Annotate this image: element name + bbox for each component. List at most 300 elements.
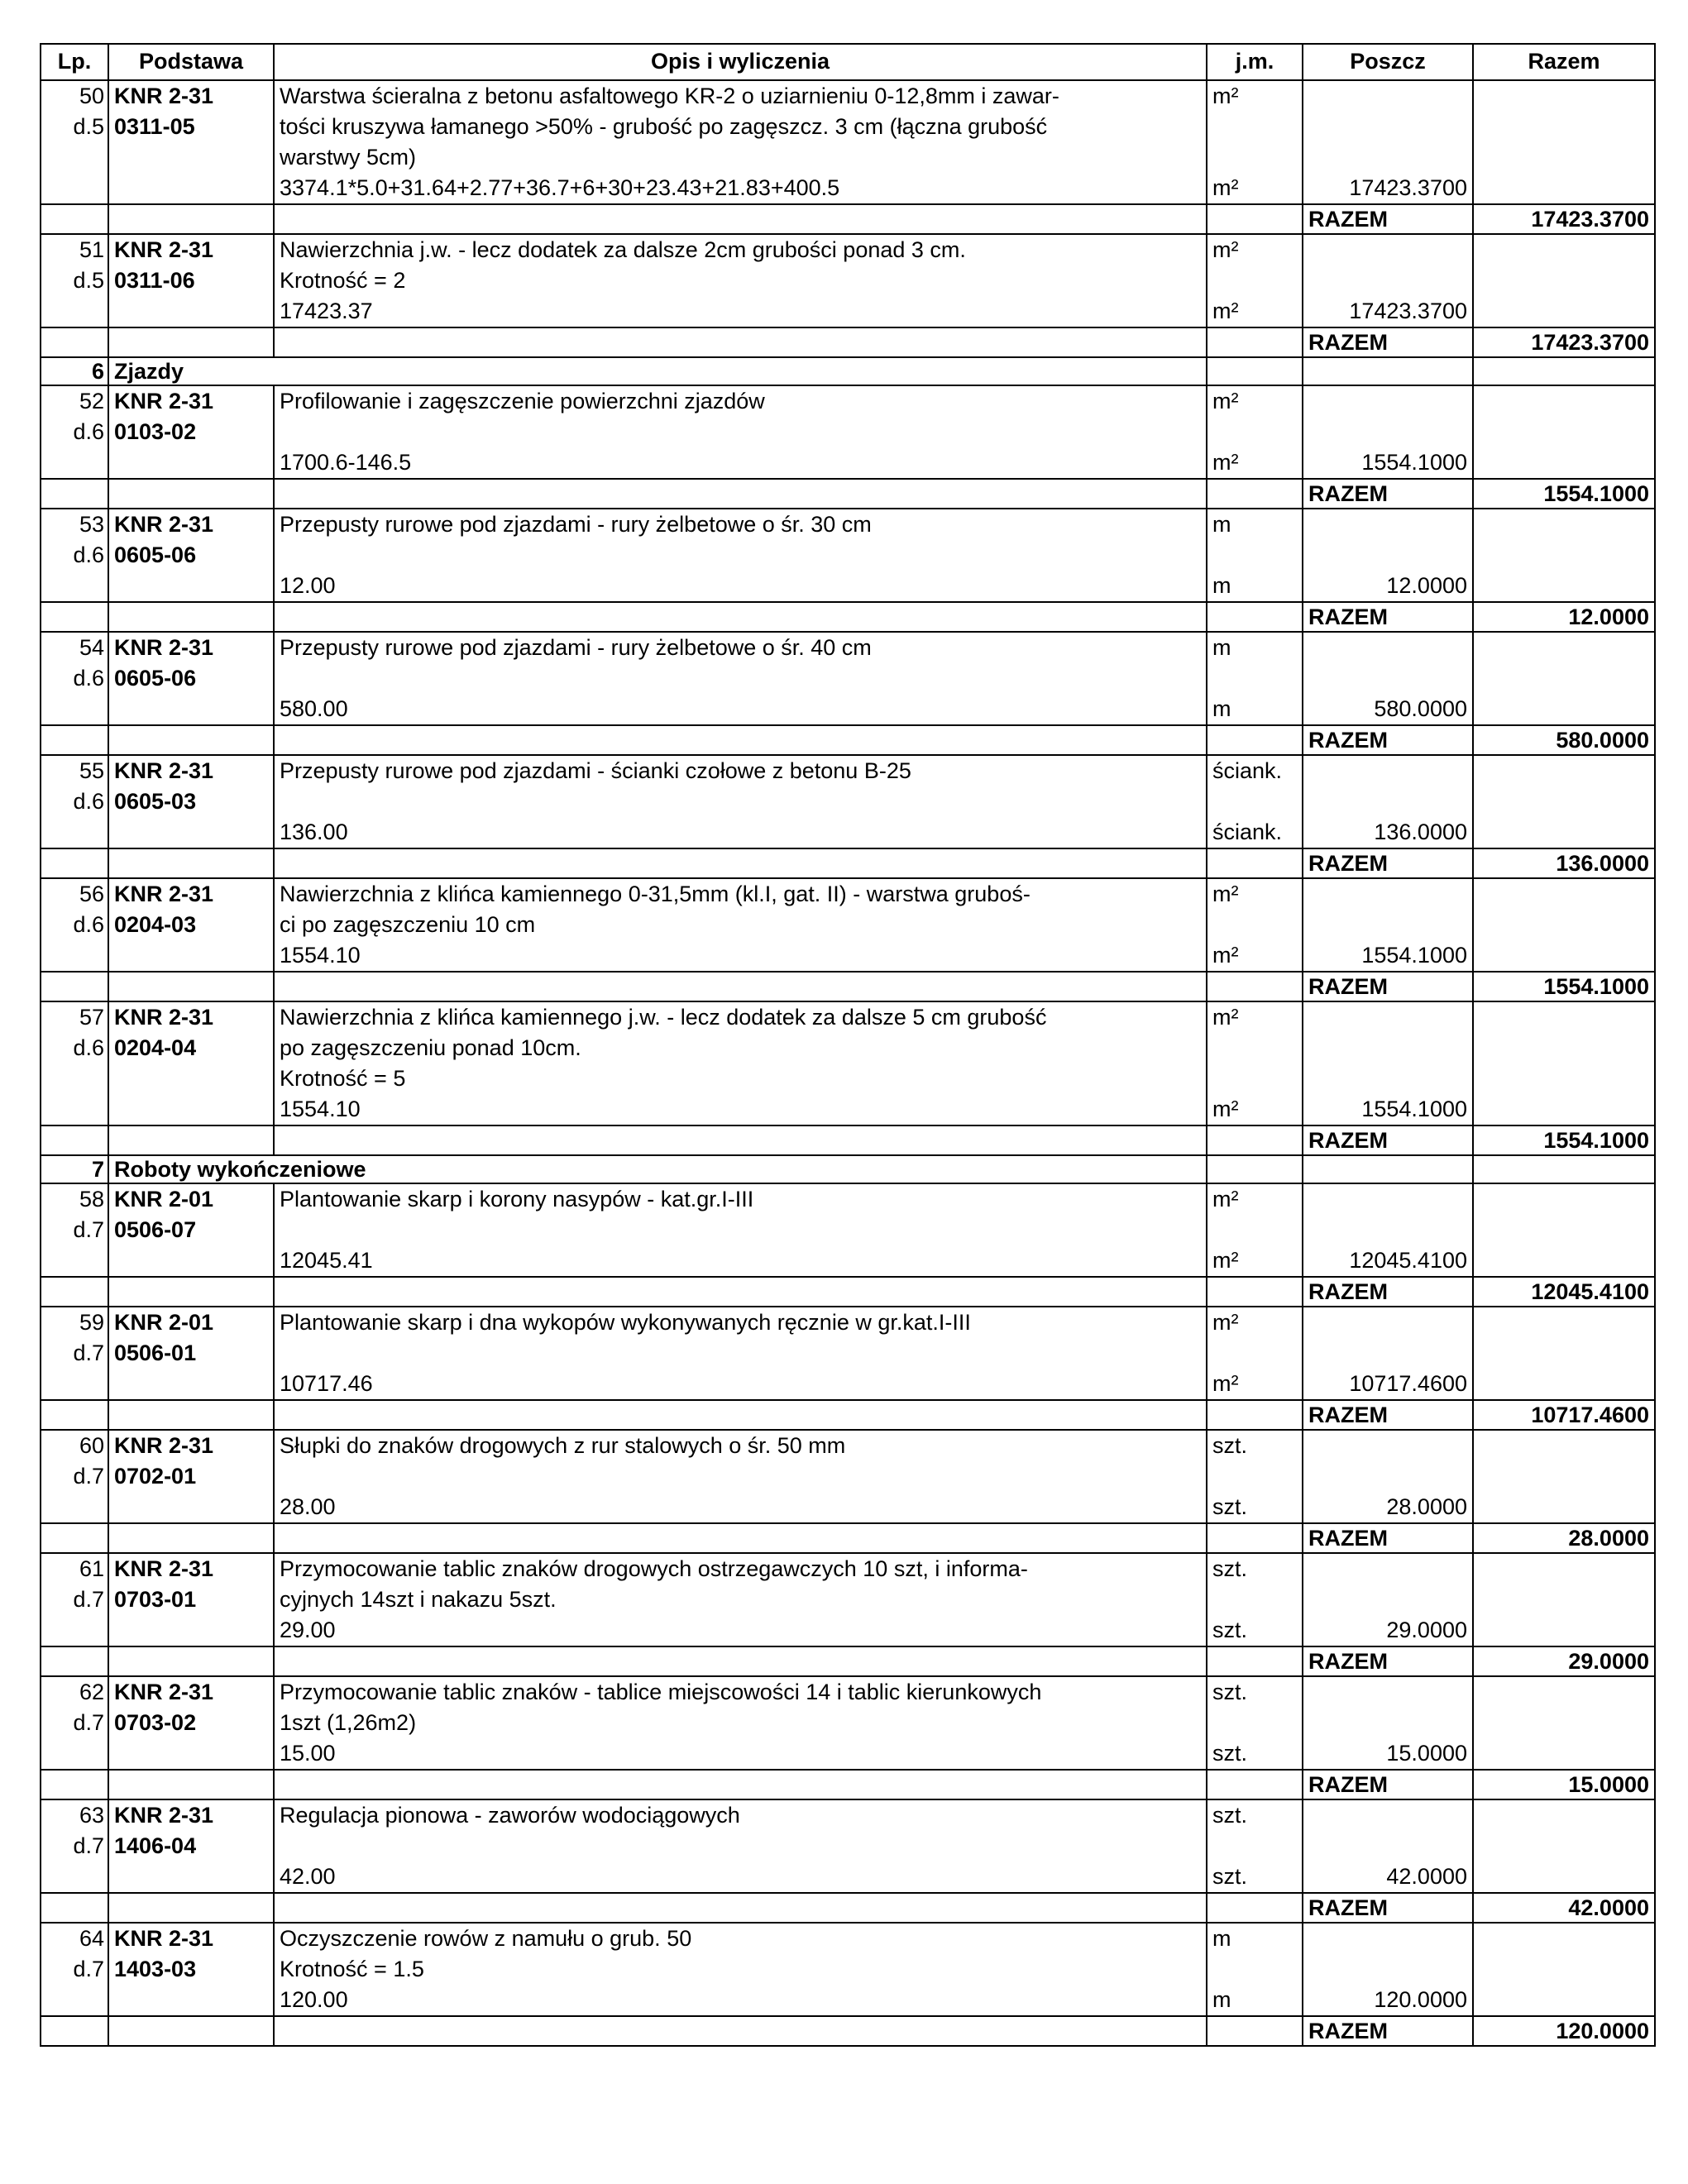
knr-code: 0605-03 [114,789,197,814]
knr-code: 0702-01 [114,1464,197,1489]
razem-label: RAZEM [1303,1523,1473,1553]
empty-cell [41,602,108,632]
razem-label: RAZEM [1303,1893,1473,1923]
empty-cell [1207,1646,1303,1676]
total-row [41,725,1655,755]
table-row [41,80,1655,204]
section-title: Zjazdy [108,357,1207,385]
item-unit-cell [1207,1001,1303,1125]
knr-code: 0506-01 [114,1341,197,1365]
unit: m [1212,696,1231,721]
spacer [1308,879,1467,910]
item-description-cell [274,1183,1207,1277]
item-total-cell [1473,1307,1655,1400]
subtotal-value: 29.0000 [1386,1618,1467,1642]
unit: ściank. [1212,820,1283,844]
knr-catalog: KNR 2-31 [114,635,214,660]
item-unit-cell [1207,632,1303,725]
item-description-cell [274,1799,1207,1893]
item-subtotal-cell [1303,234,1473,327]
knr-catalog: KNR 2-31 [114,512,214,537]
item-description-cell [274,1430,1207,1523]
header-poszcz: Poszcz [1303,44,1473,80]
unit: m² [1212,1248,1239,1273]
spacer [1308,1431,1467,1461]
item-subtotal-cell [1303,1430,1473,1523]
knr-catalog: KNR 2-31 [114,1005,214,1030]
spacer [1212,786,1297,817]
description-line: Oczyszczenie rowów z namułu o grub. 50 [280,1926,692,1951]
empty-cell [1207,848,1303,878]
razem-value: 120.0000 [1473,2016,1655,2046]
item-subtotal-cell [1303,1307,1473,1400]
spacer [1308,81,1467,112]
unit: szt. [1212,1618,1248,1642]
empty-cell [274,1646,1207,1676]
item-subtotal-cell [1303,80,1473,204]
item-basis-cell [108,234,274,327]
unit: m² [1212,237,1239,262]
item-chapter: d.6 [73,666,104,691]
empty-cell [41,848,108,878]
spacer [1308,1063,1467,1094]
header-opis: Opis i wyliczenia [274,44,1207,80]
description-line: Nawierzchnia j.w. - lecz dodatek za dalsze 2cm grubości ponad 3 cm. [280,237,966,262]
unit: szt. [1212,1741,1248,1766]
description-line: Nawierzchnia z klińca kamiennego j.w. - lecz dodatek za dalsze 5 cm grubość [280,1005,1047,1030]
spacer [1212,417,1297,447]
item-total-cell [1473,1676,1655,1770]
spacer [1212,540,1297,571]
empty-cell [1207,479,1303,509]
spacer [1308,142,1467,173]
empty-cell [1207,972,1303,1001]
empty-cell [41,1400,108,1430]
header-row [41,44,1655,80]
empty-cell [274,1125,1207,1155]
description-line: Przymocowanie tablic znaków - tablice miejscowości 14 i tablic kierunkowych [280,1680,1042,1704]
spacer [1308,756,1467,786]
empty-cell [1207,204,1303,234]
spacer [1308,1307,1467,1338]
razem-label: RAZEM [1303,1400,1473,1430]
spacer [1308,1800,1467,1831]
calculation: 1554.10 [280,943,361,968]
spacer [1212,1831,1297,1861]
item-basis-cell [108,80,274,204]
description-line: Profilowanie i zagęszczenie powierzchni zjazdów [280,389,765,413]
spacer [1308,417,1467,447]
knr-catalog: KNR 2-31 [114,1433,214,1458]
knr-catalog: KNR 2-31 [114,1926,214,1951]
empty-cell [274,1770,1207,1799]
item-total-cell [1473,632,1655,725]
item-basis-cell [108,755,274,848]
table-row [41,1430,1655,1523]
calculation: 120.00 [280,1987,348,2012]
empty-cell [1303,357,1473,385]
spacer [1308,112,1467,142]
total-row [41,972,1655,1001]
item-number: 52 [79,389,104,413]
description-line: Przymocowanie tablic znaków drogowych ostrzegawczych 10 szt, i informa- [280,1556,1028,1581]
item-number: 50 [79,84,104,108]
description-line [280,1338,1201,1369]
item-chapter: d.6 [73,542,104,567]
knr-catalog: KNR 2-31 [114,1556,214,1581]
unit: szt. [1212,1556,1248,1581]
item-lp-cell [41,1799,108,1893]
table-row [41,755,1655,848]
total-row [41,1277,1655,1307]
empty-cell [41,1125,108,1155]
item-subtotal-cell [1303,1001,1473,1125]
item-description-cell [274,1676,1207,1770]
empty-cell [1207,725,1303,755]
item-number: 62 [79,1680,104,1704]
knr-code: 0703-01 [114,1587,197,1612]
item-chapter: d.7 [73,1710,104,1735]
empty-cell [41,204,108,234]
razem-label: RAZEM [1303,1646,1473,1676]
estimate-table [40,43,1656,2047]
item-total-cell [1473,755,1655,848]
description-line: Słupki do znaków drogowych z rur stalowych o śr. 50 mm [280,1433,846,1458]
knr-code: 1406-04 [114,1833,197,1858]
unit: m² [1212,1097,1239,1121]
unit: szt. [1212,1803,1248,1828]
description-line: Regulacja pionowa - zaworów wodociągowych [280,1803,740,1828]
description-line [280,540,1201,571]
calculation: 3374.1*5.0+31.64+2.77+36.7+6+30+23.43+21.83+400.5 [280,175,840,200]
empty-cell [108,1400,274,1430]
item-description-cell [274,755,1207,848]
item-number: 60 [79,1433,104,1458]
unit: ściank. [1212,758,1283,783]
spacer [1212,910,1297,940]
item-number: 53 [79,512,104,537]
description-line: Przepusty rurowe pod zjazdami - ścianki czołowe z betonu B-25 [280,758,911,783]
item-total-cell [1473,1001,1655,1125]
knr-catalog: KNR 2-31 [114,882,214,906]
item-lp-cell [41,509,108,602]
empty-cell [1207,1277,1303,1307]
section-row [41,357,1655,385]
total-row [41,204,1655,234]
razem-label: RAZEM [1303,725,1473,755]
item-number: 64 [79,1926,104,1951]
subtotal-value: 28.0000 [1386,1494,1467,1519]
header-razem: Razem [1473,44,1655,80]
empty-cell [1303,1155,1473,1183]
item-description-cell [274,1307,1207,1400]
spacer [1308,509,1467,540]
spacer [1212,112,1297,142]
total-row [41,327,1655,357]
empty-cell [1207,1155,1303,1183]
subtotal-value: 12.0000 [1386,573,1467,598]
table-row [41,1001,1655,1125]
item-chapter: d.7 [73,1341,104,1365]
description-line [280,417,1201,447]
subtotal-value: 580.0000 [1374,696,1467,721]
spacer [1308,1954,1467,1985]
empty-cell [1207,327,1303,357]
calculation: 1700.6-146.5 [280,450,412,475]
unit: m² [1212,882,1239,906]
item-unit-cell [1207,878,1303,972]
subtotal-value: 12045.4100 [1349,1248,1467,1273]
item-number: 56 [79,882,104,906]
spacer [1212,1461,1297,1492]
item-basis-cell [108,1307,274,1400]
item-basis-cell [108,1553,274,1646]
razem-label: RAZEM [1303,972,1473,1001]
razem-value: 580.0000 [1473,725,1655,755]
knr-catalog: KNR 2-31 [114,758,214,783]
item-total-cell [1473,385,1655,479]
empty-cell [108,1277,274,1307]
table-row [41,1799,1655,1893]
item-unit-cell [1207,755,1303,848]
unit: m² [1212,1187,1239,1211]
empty-cell [1473,357,1655,385]
item-basis-cell [108,878,274,972]
razem-value: 17423.3700 [1473,204,1655,234]
item-description-cell [274,234,1207,327]
razem-value: 1554.1000 [1473,972,1655,1001]
item-subtotal-cell [1303,1183,1473,1277]
empty-cell [108,1523,274,1553]
subtotal-value: 15.0000 [1386,1741,1467,1766]
unit: szt. [1212,1864,1248,1889]
knr-catalog: KNR 2-01 [114,1310,214,1335]
item-number: 57 [79,1005,104,1030]
total-row [41,1646,1655,1676]
empty-cell [1207,357,1303,385]
item-unit-cell [1207,1553,1303,1646]
knr-catalog: KNR 2-31 [114,1803,214,1828]
razem-label: RAZEM [1303,204,1473,234]
item-unit-cell [1207,1799,1303,1893]
empty-cell [274,327,1207,357]
description-line: Krotność = 1.5 [280,1957,424,1981]
empty-cell [41,1646,108,1676]
empty-cell [108,1893,274,1923]
item-total-cell [1473,509,1655,602]
item-basis-cell [108,632,274,725]
calculation: 10717.46 [280,1371,373,1396]
item-lp-cell [41,1183,108,1277]
unit: m² [1212,1005,1239,1030]
item-basis-cell [108,1430,274,1523]
item-chapter: d.5 [73,114,104,139]
razem-label: RAZEM [1303,1125,1473,1155]
empty-cell [108,972,274,1001]
total-row [41,1893,1655,1923]
item-description-cell [274,385,1207,479]
spacer [1308,1831,1467,1861]
calculation: 580.00 [280,696,348,721]
description-line: Przepusty rurowe pod zjazdami - rury żelbetowe o śr. 40 cm [280,635,872,660]
empty-cell [1207,1400,1303,1430]
spacer [1308,1461,1467,1492]
unit: m [1212,512,1231,537]
table-row [41,509,1655,602]
empty-cell [274,972,1207,1001]
subtotal-value: 1554.1000 [1361,1097,1467,1121]
knr-code: 0311-06 [114,268,195,293]
empty-cell [41,1770,108,1799]
item-unit-cell [1207,509,1303,602]
spacer [1308,1677,1467,1708]
description-line: warstwy 5cm) [280,145,417,170]
razem-value: 29.0000 [1473,1646,1655,1676]
description-line: Krotność = 5 [280,1066,406,1091]
item-subtotal-cell [1303,385,1473,479]
item-unit-cell [1207,1430,1303,1523]
unit: m² [1212,1371,1239,1396]
razem-value: 136.0000 [1473,848,1655,878]
item-chapter: d.5 [73,268,104,293]
knr-code: 0703-02 [114,1710,197,1735]
empty-cell [108,479,274,509]
spacer [1308,235,1467,265]
empty-cell [41,1277,108,1307]
description-line: po zagęszczeniu ponad 10cm. [280,1035,581,1060]
table-row [41,1183,1655,1277]
description-line: Plantowanie skarp i korony nasypów - kat.gr.I-III [280,1187,754,1211]
empty-cell [1207,2016,1303,2046]
razem-value: 12045.4100 [1473,1277,1655,1307]
empty-cell [41,972,108,1001]
item-lp-cell [41,234,108,327]
empty-cell [41,2016,108,2046]
empty-cell [1207,1770,1303,1799]
cost-estimate-sheet [40,43,1654,2047]
razem-value: 42.0000 [1473,1893,1655,1923]
razem-value: 1554.1000 [1473,479,1655,509]
item-lp-cell [41,80,108,204]
item-lp-cell [41,1923,108,2016]
total-row [41,1400,1655,1430]
empty-cell [108,1770,274,1799]
description-line: cyjnych 14szt i nakazu 5szt. [280,1587,557,1612]
item-chapter: d.7 [73,1217,104,1242]
item-unit-cell [1207,385,1303,479]
item-basis-cell [108,1923,274,2016]
unit: m [1212,1987,1231,2012]
description-line: ci po zagęszczeniu 10 cm [280,912,536,937]
empty-cell [41,327,108,357]
empty-cell [274,1277,1207,1307]
empty-cell [274,1400,1207,1430]
item-basis-cell [108,509,274,602]
spacer [1212,1708,1297,1738]
description-line: Krotność = 2 [280,268,406,293]
empty-cell [274,204,1207,234]
item-description-cell [274,1553,1207,1646]
knr-catalog: KNR 2-31 [114,1680,214,1704]
empty-cell [1207,1893,1303,1923]
razem-label: RAZEM [1303,2016,1473,2046]
item-unit-cell [1207,1676,1303,1770]
empty-cell [108,725,274,755]
table-row [41,234,1655,327]
item-lp-cell [41,1430,108,1523]
section-row [41,1155,1655,1183]
spacer [1212,1954,1297,1985]
item-total-cell [1473,1799,1655,1893]
item-total-cell [1473,234,1655,327]
item-number: 61 [79,1556,104,1581]
item-chapter: d.6 [73,419,104,444]
spacer [1308,786,1467,817]
description-line: Nawierzchnia z klińca kamiennego 0-31,5mm (kl.I, gat. II) - warstwa gruboś- [280,882,1030,906]
knr-code: 1403-03 [114,1957,197,1981]
item-subtotal-cell [1303,1553,1473,1646]
item-chapter: d.7 [73,1833,104,1858]
knr-catalog: KNR 2-31 [114,389,214,413]
knr-code: 0311-05 [114,114,195,139]
spacer [1308,1338,1467,1369]
empty-cell [41,1893,108,1923]
spacer [1308,910,1467,940]
item-total-cell [1473,1553,1655,1646]
spacer [1212,1063,1297,1094]
item-subtotal-cell [1303,509,1473,602]
subtotal-value: 1554.1000 [1361,943,1467,968]
subtotal-value: 10717.4600 [1349,1371,1467,1396]
empty-cell [41,479,108,509]
spacer [1308,1215,1467,1245]
description-line [280,663,1201,694]
description-line: Przepusty rurowe pod zjazdami - rury żelbetowe o śr. 30 cm [280,512,872,537]
item-description-cell [274,80,1207,204]
empty-cell [108,204,274,234]
item-chapter: d.6 [73,912,104,937]
item-lp-cell [41,1307,108,1400]
item-subtotal-cell [1303,1923,1473,2016]
section-title: Roboty wykończeniowe [108,1155,1207,1183]
total-row [41,2016,1655,2046]
razem-value: 15.0000 [1473,1770,1655,1799]
item-description-cell [274,1001,1207,1125]
item-lp-cell [41,1001,108,1125]
spacer [1212,265,1297,296]
description-line [280,786,1201,817]
item-description-cell [274,1923,1207,2016]
item-chapter: d.7 [73,1957,104,1981]
item-description-cell [274,509,1207,602]
unit: m [1212,573,1231,598]
spacer [1308,1002,1467,1033]
empty-cell [274,479,1207,509]
empty-cell [1473,1155,1655,1183]
subtotal-value: 17423.3700 [1349,299,1467,323]
description-line: 1szt (1,26m2) [280,1710,417,1735]
razem-value: 10717.4600 [1473,1400,1655,1430]
unit: m² [1212,450,1239,475]
spacer [1308,1033,1467,1063]
item-lp-cell [41,632,108,725]
table-row [41,1553,1655,1646]
unit: m² [1212,1310,1239,1335]
spacer [1212,142,1297,173]
item-unit-cell [1207,1183,1303,1277]
razem-value: 28.0000 [1473,1523,1655,1553]
subtotal-value: 120.0000 [1374,1987,1467,2012]
